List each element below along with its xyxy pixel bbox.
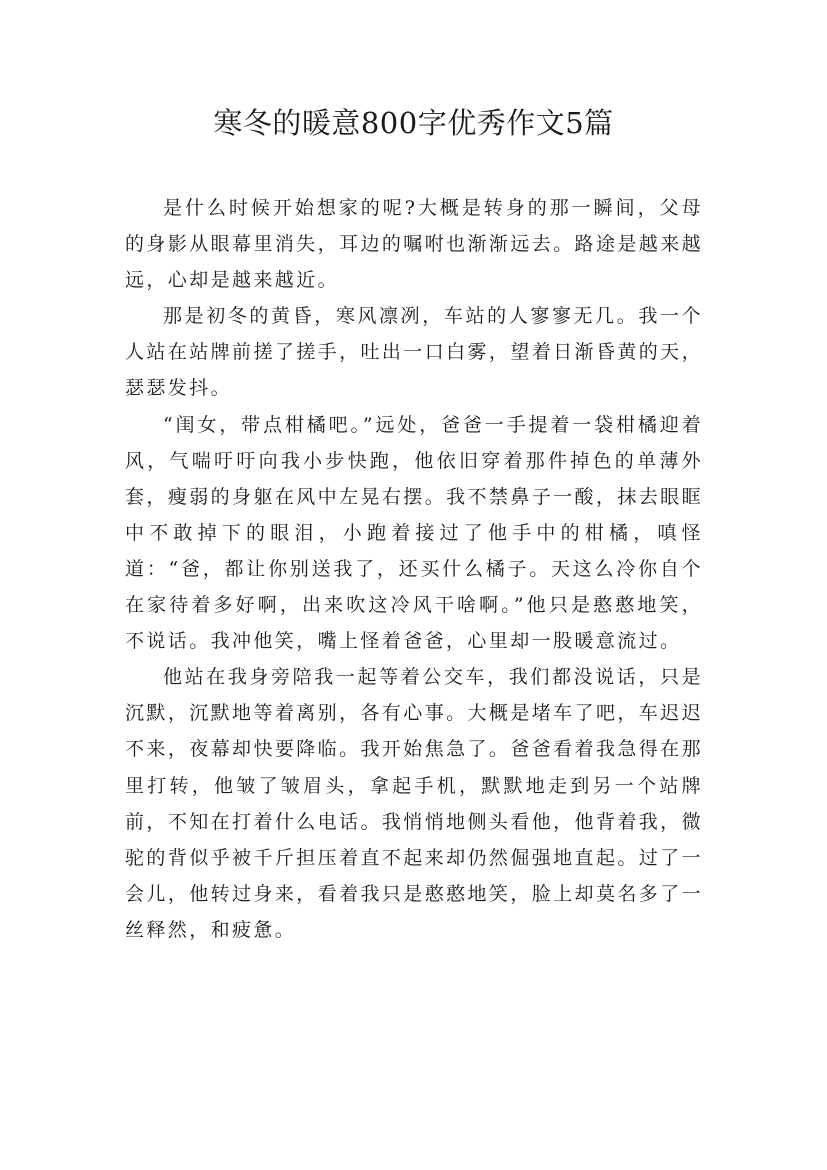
document-body [125, 190, 703, 948]
paragraph: 他站在我身旁陪我一起等着公交车，我们都没说话，只是沉默，沉默地等着离别，各有心事。大概是堵车了吧，车迟迟不来，夜幕却快要降临。我开始焦急了。爸爸看着我急得在那里打转，他皱了皱眉头，拿起手机，默默地走到另一个站牌前，不知在打着什么电话。我悄悄地侧头看他，他背着我，微驼的背似乎被千斤担压着直不起来却仍然倔强地直起。过了一会儿，他转过身来，看着我只是憨憨地笑，脸上却莫名多了一丝释然，和疲惫。 [125, 666, 703, 941]
document-title: 寒冬的暖意800字优秀作文5篇 [213, 106, 614, 140]
paragraph: 那是初冬的黄昏，寒风凛冽，车站的人寥寥无几。我一个人站在站牌前搓了搓手，吐出一口白雾，望着日渐昏黄的天，瑟瑟发抖。 [125, 305, 703, 400]
paragraph: 是什么时候开始想家的呢?大概是转身的那一瞬间，父母的身影从眼幕里消失，耳边的嘱咐也渐渐远去。路途是越来越远，心却是越来越近。 [125, 197, 703, 292]
paragraph: “闺女，带点柑橘吧。”远处，爸爸一手提着一袋柑橘迎着风，气喘吁吁向我小步快跑，他依旧穿着那件掉色的单薄外套，瘦弱的身躯在风中左晃右摆。我不禁鼻子一酸，抹去眼眶中不敢掉下的眼泪，小跑着接过了他手中的柑橘，嗔怪道：“爸，都让你别送我了，还买什么橘子。天这么冷你自个在家待着多好啊，出来吹这冷风干啥啊。”他只是憨憨地笑，不说话。我冲他笑，嘴上怪着爸爸，心里却一股暖意流过。 [125, 413, 703, 653]
